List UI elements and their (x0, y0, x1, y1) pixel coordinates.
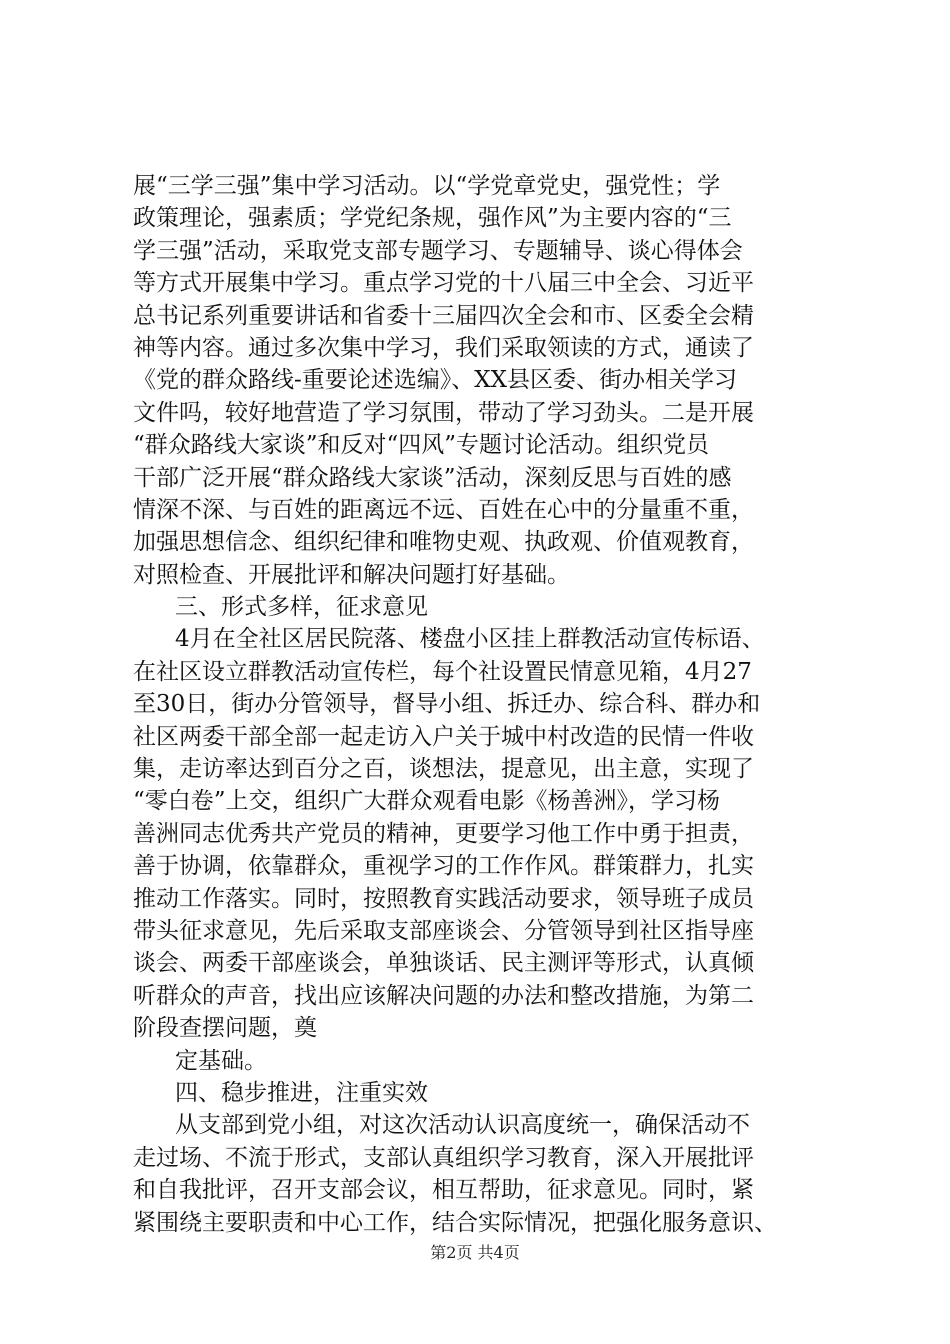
text-line: “群众路线大家谈”和反对“四风”专题讨论活动。组织党员 (133, 432, 710, 459)
text-line: 学三强”活动，采取党支部专题学习、专题辅导、谈心得体会 (133, 237, 743, 264)
text-line: 至30日，街办分管领导，督导小组、拆迁办、综合科、群办和 (133, 691, 761, 718)
text-line: 《党的群众路线-重要论述选编》、XX县区委、街办相关学习 (133, 367, 738, 394)
text-line: 善洲同志优秀共产党员的精神，更要学习他工作中勇于担责， (133, 820, 754, 847)
text-line: 政策理论，强素质；学党纪条规，强作风”为主要内容的“三 (133, 205, 732, 232)
document-body (133, 170, 853, 1239)
text-line: 总书记系列重要讲话和省委十三届四次全会和市、区委全会精 (133, 302, 754, 329)
text-line: 从支部到党小组，对这次活动认识高度统一，确保活动不 (175, 1112, 750, 1139)
section-heading: 四、稳步推进，注重实效 (175, 1079, 428, 1106)
text-line: “零白卷”上交，组织广大群众观看电影《杨善洲》，学习杨 (133, 788, 721, 815)
text-line: 紧围绕主要职责和中心工作，结合实际情况，把强化服务意识、 (133, 1209, 777, 1236)
text-line: 听群众的声音，找出应该解决问题的办法和整改措施，为第二 (133, 982, 754, 1009)
text-line: 走过场、不流于形式，支部认真组织学习教育，深入开展批评 (133, 1144, 754, 1171)
text-line: 带头征求意见，先后采取支部座谈会、分管领导到社区指导座 (133, 917, 754, 944)
page-number-footer: 第2页 共4页 (430, 1243, 520, 1262)
text-line: 对照检查、开展批评和解决问题打好基础。 (133, 561, 570, 588)
text-line: 集，走访率达到百分之百，谈想法，提意见，出主意，实现了 (133, 756, 754, 783)
text-line: 善于协调，依靠群众，重视学习的工作作风。群策群力，扎实 (133, 853, 754, 880)
text-line: 情深不深、与百姓的距离远不远、百姓在心中的分量重不重， (133, 496, 754, 523)
text-line: 4月在全社区居民院落、楼盘小区挂上群教活动宣传标语、 (175, 626, 765, 653)
text-line: 社区两委干部全部一起走访入户关于城中村改造的民情一件收 (133, 723, 754, 750)
text-line: 展“三学三强”集中学习活动。以“学党章党史，强党性；学 (133, 173, 721, 199)
text-line: 和自我批评，召开支部会议，相互帮助，征求意见。同时，紧 (133, 1177, 754, 1204)
text-line: 阶段查摆问题，奠 (133, 1015, 317, 1042)
text-line: 推动工作落实。同时，按照教育实践活动要求，领导班子成员 (133, 885, 754, 912)
text-line: 加强思想信念、组织纪律和唯物史观、执政观、价值观教育， (133, 529, 754, 556)
text-line: 谈会、两委干部座谈会，单独谈话、民主测评等形式，认真倾 (133, 950, 754, 977)
text-line: 等方式开展集中学习。重点学习党的十八届三中全会、习近平 (133, 270, 754, 297)
text-line: 神等内容。通过多次集中学习，我们采取领读的方式，通读了 (133, 334, 754, 361)
text-line: 在社区设立群教活动宣传栏，每个社设置民情意见箱，4月27 (133, 658, 752, 685)
text-line: 干部广泛开展“群众路线大家谈”活动，深刻反思与百姓的感 (133, 464, 732, 491)
text-line: 文件吗，较好地营造了学习氛围，带动了学习劲头。二是开展 (133, 399, 754, 426)
text-line: 定基础。 (175, 1047, 267, 1074)
section-heading: 三、形式多样，征求意见 (175, 594, 428, 621)
